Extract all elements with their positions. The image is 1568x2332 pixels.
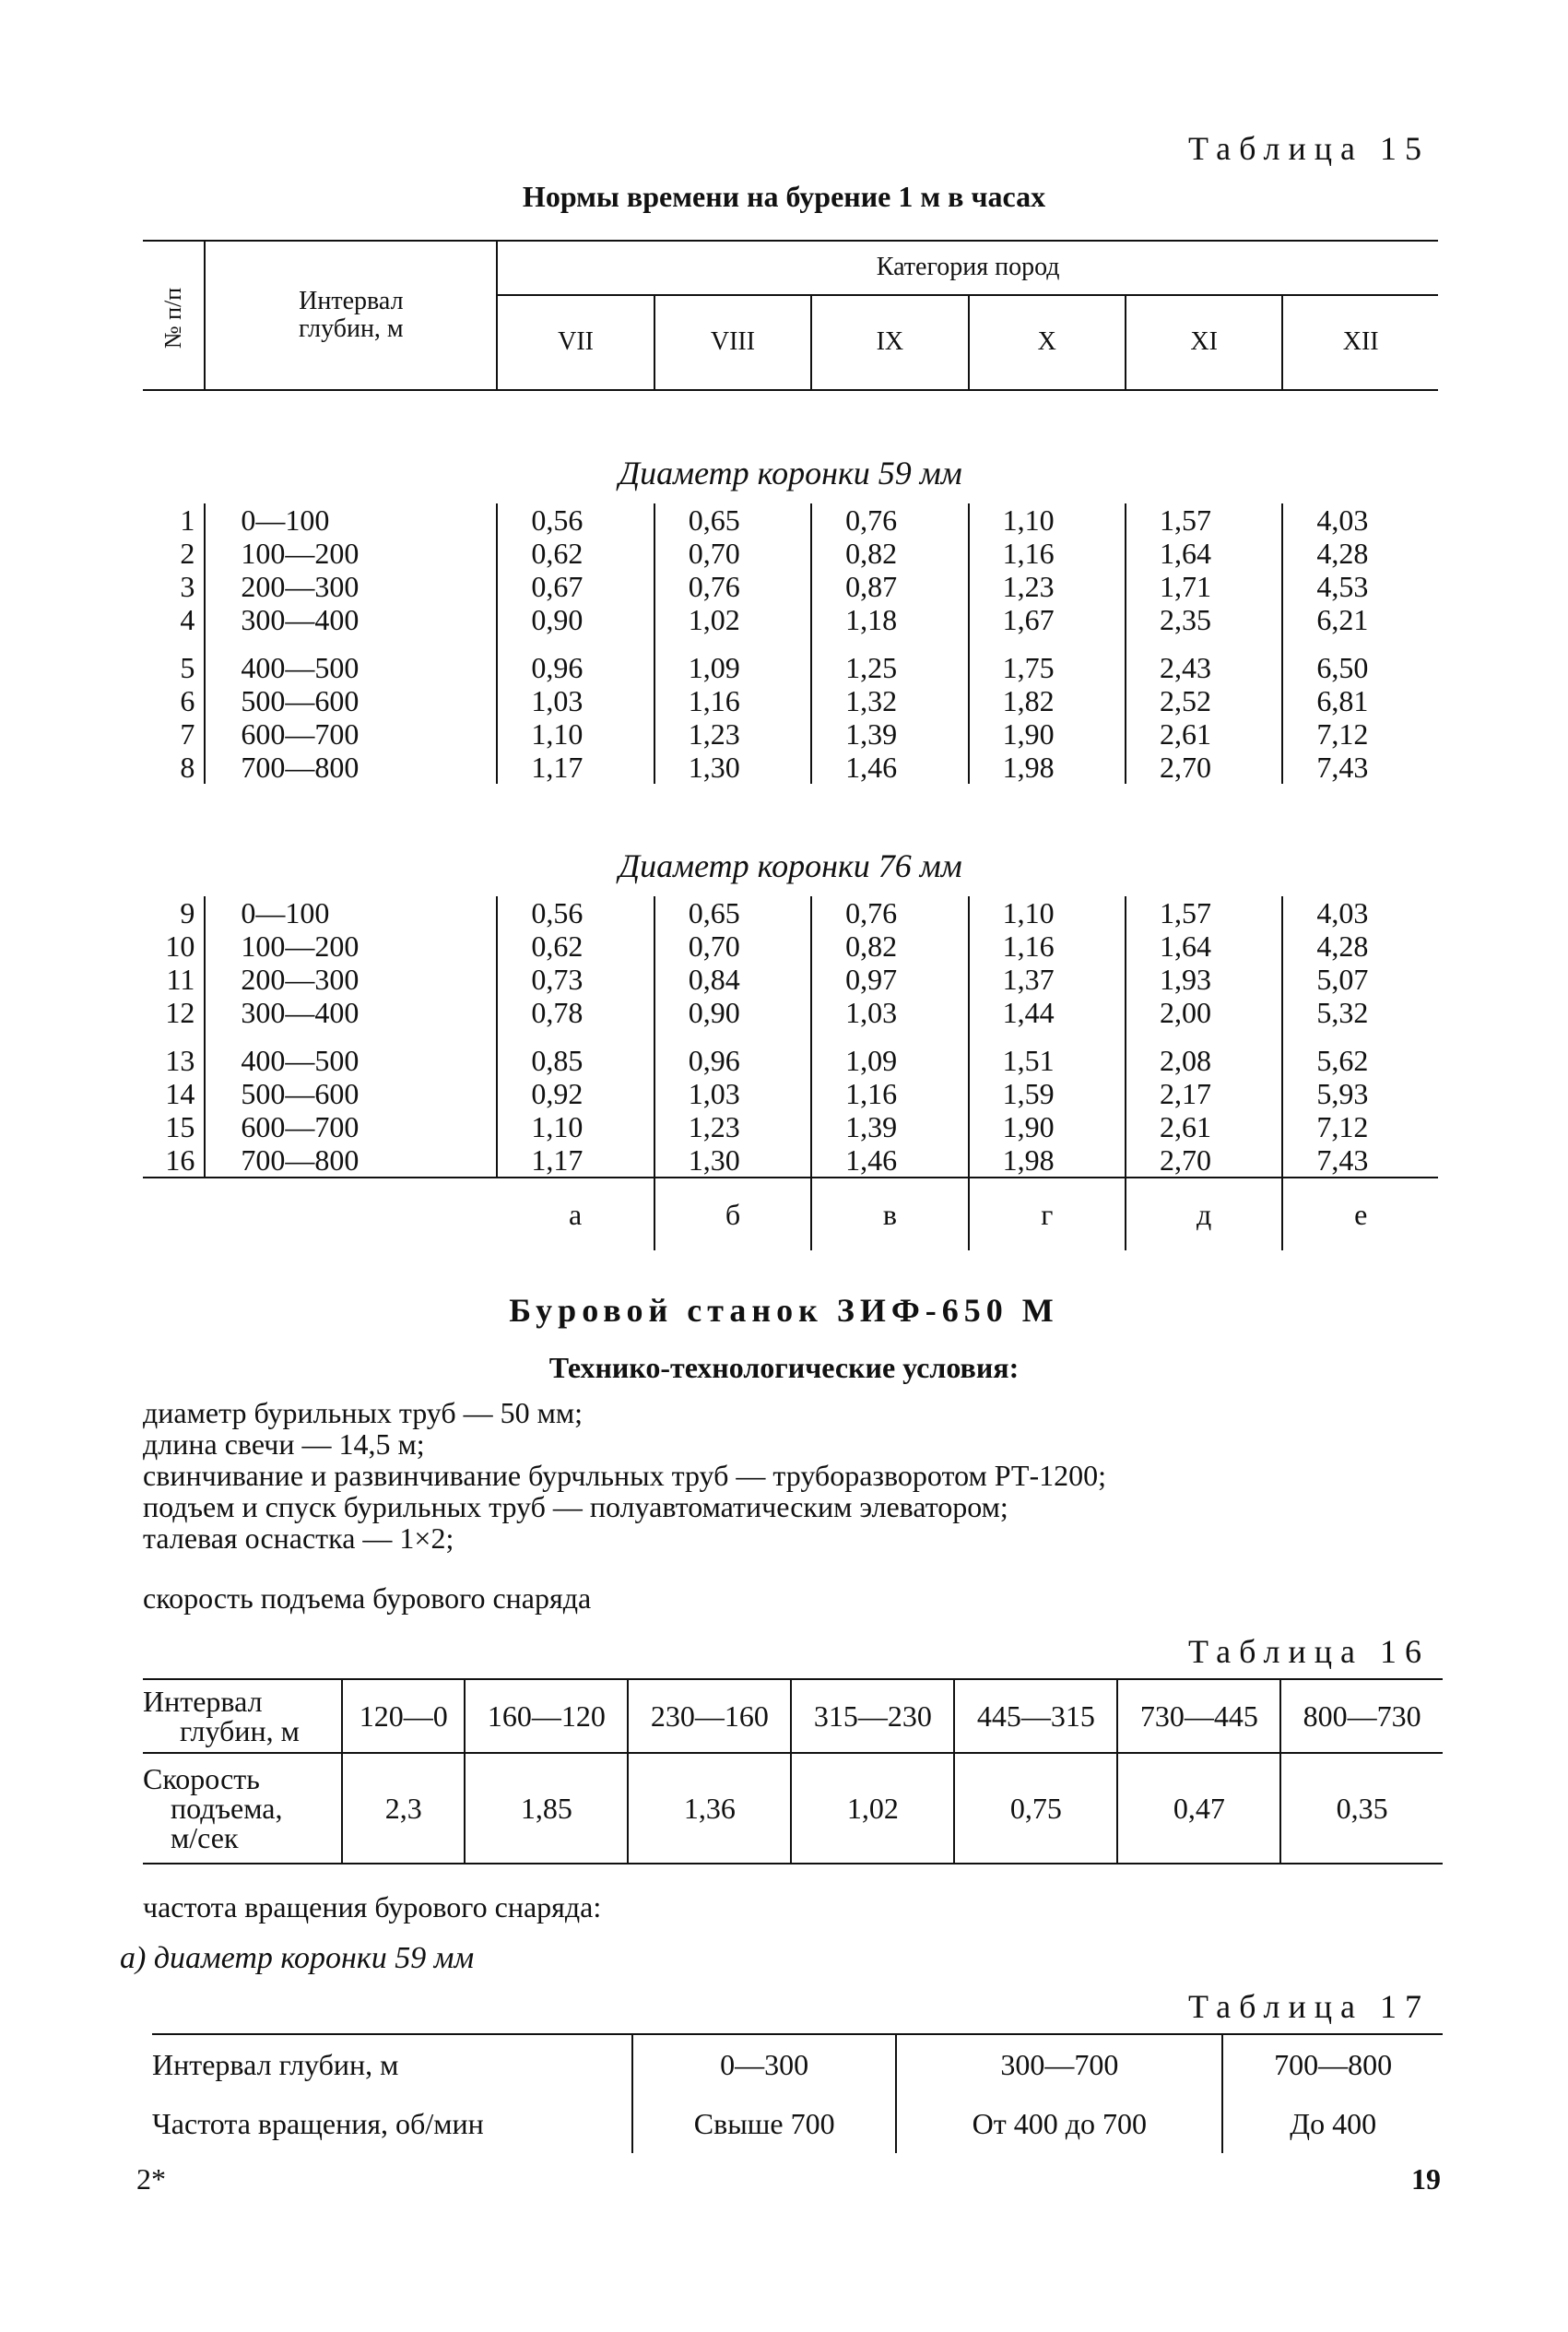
- section-caption: Диаметр коронки 59 мм: [619, 455, 962, 491]
- interval-cell: 730—445: [1117, 1679, 1280, 1753]
- table-row: [143, 1143, 1438, 1178]
- column-letter: а: [497, 1178, 654, 1250]
- time-norm-cell: 1,98: [969, 751, 1126, 784]
- interval-cell: 315—230: [791, 1679, 954, 1753]
- time-norm-cell: 1,64: [1126, 537, 1282, 570]
- table15-title: Нормы времени на бурение 1 м в часах: [522, 180, 1046, 213]
- depth-interval: 200—300: [205, 963, 497, 996]
- time-norm-cell: 4,53: [1282, 570, 1438, 603]
- row-number: 6: [143, 684, 205, 717]
- header-num: № п/п: [143, 241, 205, 390]
- row-number: 15: [143, 1110, 205, 1143]
- row-number: 12: [143, 996, 205, 1029]
- time-norm-cell: 1,17: [531, 751, 584, 784]
- header-interval: Интервал глубин, м: [205, 241, 497, 390]
- table-row: [152, 2034, 1443, 2094]
- header-category-col: XI: [1126, 295, 1282, 390]
- frequency-cell: Свыше 700: [632, 2094, 896, 2153]
- interval-cell: 0—300: [632, 2034, 896, 2094]
- time-norm-cell: 1,90: [969, 1110, 1126, 1143]
- time-norm-cell: 5,62: [1282, 1029, 1438, 1077]
- depth-interval: 600—700: [205, 1110, 497, 1143]
- table-row: [143, 570, 1438, 603]
- section-caption-row: [143, 390, 1438, 503]
- time-norm-cell: 2,70: [1126, 751, 1282, 784]
- speed-cell: 2,3: [342, 1753, 465, 1864]
- time-norm-cell: 6,50: [1282, 636, 1438, 684]
- time-norm-cell: 2,52: [1126, 684, 1282, 717]
- table-row: [143, 1029, 1438, 1077]
- header-category-col: XII: [1282, 295, 1438, 390]
- row-label: Интервал глубин, м: [152, 2034, 632, 2094]
- time-norm-cell: 1,82: [969, 684, 1126, 717]
- condition-item: диаметр бурильных труб — 50 мм;: [143, 1396, 584, 1429]
- depth-interval: 500—600: [205, 684, 497, 717]
- time-norm-cell: 0,96: [654, 1029, 811, 1077]
- depth-interval: 0—100: [205, 503, 497, 537]
- time-norm-cell: 4,03: [1282, 503, 1438, 537]
- time-norm-cell: 1,57: [1126, 503, 1282, 537]
- time-norm-cell: 1,37: [969, 963, 1126, 996]
- table-row: [143, 684, 1438, 717]
- section-caption-row: [143, 784, 1438, 896]
- time-norm-cell: 1,39: [811, 1110, 968, 1143]
- time-norm-cell: 1,03: [811, 996, 968, 1029]
- row-number: 2: [143, 537, 205, 570]
- time-norm-cell: 0,67: [531, 570, 584, 603]
- time-norm-cell: 2,00: [1126, 996, 1282, 1029]
- table16: [143, 1678, 1443, 1864]
- interval-cell: 445—315: [954, 1679, 1117, 1753]
- time-norm-cell: 1,90: [969, 717, 1126, 751]
- time-norm-cell: 0,96: [531, 651, 584, 684]
- time-norm-cell: 1,59: [969, 1077, 1126, 1110]
- time-norm-cell: 4,03: [1282, 896, 1438, 929]
- time-norm-cell: 6,21: [1282, 603, 1438, 636]
- row-number: 9: [143, 896, 205, 929]
- row-label: Частота вращения, об/мин: [152, 2106, 484, 2140]
- depth-interval: 400—500: [205, 1029, 497, 1077]
- time-norm-cell: 7,43: [1282, 1143, 1438, 1178]
- time-norm-cell: 1,09: [811, 1029, 968, 1077]
- speed-cell: 0,47: [1117, 1753, 1280, 1864]
- time-norm-cell: 1,93: [1126, 963, 1282, 996]
- row-number: 1: [143, 503, 205, 537]
- time-norm-cell: 1,10: [531, 717, 584, 751]
- row-number: 14: [143, 1077, 205, 1110]
- row-number: 4: [143, 603, 205, 636]
- column-letter: е: [1282, 1178, 1438, 1250]
- time-norm-cell: 0,90: [531, 603, 584, 636]
- table-row: [143, 751, 1438, 784]
- time-norm-cell: 1,23: [654, 1110, 811, 1143]
- time-norm-cell: 1,10: [531, 1110, 584, 1143]
- time-norm-cell: 0,70: [654, 929, 811, 963]
- depth-interval: 700—800: [205, 1143, 497, 1178]
- time-norm-cell: 2,08: [1126, 1029, 1282, 1077]
- time-norm-cell: 0,85: [531, 1044, 584, 1077]
- time-norm-cell: 1,46: [811, 1143, 968, 1178]
- column-letter: д: [1126, 1178, 1282, 1250]
- table-row: [143, 503, 1438, 537]
- frequency-sub: а) диаметр коронки 59 мм: [120, 1941, 475, 1975]
- table17-label: Таблица 17: [1188, 1988, 1430, 2025]
- time-norm-cell: 1,16: [811, 1077, 968, 1110]
- time-norm-cell: 1,02: [654, 603, 811, 636]
- depth-interval: 300—400: [205, 603, 497, 636]
- frequency-label: частота вращения бурового снаряда:: [143, 1890, 602, 1924]
- time-norm-cell: 1,71: [1126, 570, 1282, 603]
- time-norm-cell: 0,90: [654, 996, 811, 1029]
- time-norm-cell: 7,43: [1282, 751, 1438, 784]
- table-row: [143, 963, 1438, 996]
- column-letter: б: [654, 1178, 811, 1250]
- header-category-col: VIII: [654, 295, 811, 390]
- time-norm-cell: 1,03: [654, 1077, 811, 1110]
- row-number: 16: [143, 1143, 205, 1178]
- interval-cell: 230—160: [628, 1679, 791, 1753]
- time-norm-cell: 1,30: [654, 751, 811, 784]
- row-label: Интервал глубин, м: [143, 1679, 342, 1753]
- time-norm-cell: 0,92: [531, 1077, 584, 1110]
- time-norm-cell: 1,64: [1126, 929, 1282, 963]
- time-norm-cell: 7,12: [1282, 1110, 1438, 1143]
- time-norm-cell: 0,70: [654, 537, 811, 570]
- section-title: Буровой станок ЗИФ-650 М: [509, 1292, 1059, 1329]
- time-norm-cell: 1,03: [531, 684, 584, 717]
- time-norm-cell: 2,43: [1126, 636, 1282, 684]
- header-category: Категория пород: [497, 241, 1438, 295]
- time-norm-cell: 1,25: [811, 636, 968, 684]
- time-norm-cell: 1,17: [531, 1143, 584, 1177]
- table-row: [143, 929, 1438, 963]
- time-norm-cell: 1,32: [811, 684, 968, 717]
- speed-label: скорость подъема бурового снаряда: [143, 1581, 592, 1615]
- time-norm-cell: 5,93: [1282, 1077, 1438, 1110]
- conditions-title: Технико-технологические условия:: [548, 1351, 1020, 1384]
- time-norm-cell: 0,65: [654, 896, 811, 929]
- time-norm-cell: 0,56: [531, 503, 584, 537]
- condition-item: свинчивание и развинчивание бурчльных труб — труборазворотом РТ-1200;: [143, 1459, 1106, 1492]
- time-norm-cell: 1,16: [969, 929, 1126, 963]
- speed-cell: 1,36: [628, 1753, 791, 1864]
- time-norm-cell: 5,32: [1282, 996, 1438, 1029]
- time-norm-cell: 0,97: [811, 963, 968, 996]
- time-norm-cell: 0,84: [654, 963, 811, 996]
- time-norm-cell: 0,76: [811, 896, 968, 929]
- table-row: [143, 717, 1438, 751]
- column-letter: в: [811, 1178, 968, 1250]
- depth-interval: 0—100: [205, 896, 497, 929]
- time-norm-cell: 0,76: [811, 503, 968, 537]
- row-number: 5: [143, 636, 205, 684]
- depth-interval: 400—500: [205, 636, 497, 684]
- header-category-col: X: [969, 295, 1126, 390]
- time-norm-cell: 1,51: [969, 1029, 1126, 1077]
- row-number: 10: [143, 929, 205, 963]
- time-norm-cell: 4,28: [1282, 537, 1438, 570]
- time-norm-cell: 6,81: [1282, 684, 1438, 717]
- column-letter: г: [969, 1178, 1126, 1250]
- condition-item: талевая оснастка — 1×2;: [143, 1521, 454, 1555]
- depth-interval: 200—300: [205, 570, 497, 603]
- table16-label: Таблица 16: [1188, 1633, 1430, 1670]
- time-norm-cell: 5,07: [1282, 963, 1438, 996]
- frequency-cell: От 400 до 700: [896, 2094, 1222, 2153]
- time-norm-cell: 1,16: [969, 537, 1126, 570]
- time-norm-cell: 4,28: [1282, 929, 1438, 963]
- time-norm-cell: 1,23: [654, 717, 811, 751]
- time-norm-cell: 1,98: [969, 1143, 1126, 1178]
- time-norm-cell: 1,09: [654, 636, 811, 684]
- time-norm-cell: 2,70: [1126, 1143, 1282, 1178]
- time-norm-cell: 1,46: [811, 751, 968, 784]
- time-norm-cell: 0,62: [531, 929, 584, 963]
- table-row: [143, 636, 1438, 684]
- signature-mark: 2*: [136, 2162, 166, 2196]
- time-norm-cell: 0,76: [654, 570, 811, 603]
- row-number: 8: [143, 751, 205, 784]
- header-category-col: VII: [497, 295, 654, 390]
- time-norm-cell: 2,17: [1126, 1077, 1282, 1110]
- depth-interval: 300—400: [205, 996, 497, 1029]
- interval-cell: 300—700: [896, 2034, 1222, 2094]
- time-norm-cell: 0,56: [531, 896, 584, 929]
- time-norm-cell: 0,78: [531, 996, 584, 1029]
- time-norm-cell: 2,61: [1126, 1110, 1282, 1143]
- interval-cell: 160—120: [465, 1679, 628, 1753]
- time-norm-cell: 2,35: [1126, 603, 1282, 636]
- speed-cell: 0,35: [1280, 1753, 1443, 1864]
- interval-cell: 700—800: [1222, 2034, 1443, 2094]
- time-norm-cell: 1,44: [969, 996, 1126, 1029]
- time-norm-cell: 7,12: [1282, 717, 1438, 751]
- table-row: [143, 537, 1438, 570]
- interval-cell: 120—0: [342, 1679, 465, 1753]
- time-norm-cell: 1,75: [969, 636, 1126, 684]
- table15-label: Таблица 15: [1188, 130, 1430, 167]
- table-row: [143, 1110, 1438, 1143]
- condition-item: подъем и спуск бурильных труб — полуавтоматическим элеватором;: [143, 1490, 1008, 1523]
- page-number: 19: [1411, 2162, 1441, 2196]
- time-norm-cell: 0,87: [811, 570, 968, 603]
- conditions-list: [143, 1397, 1452, 1554]
- speed-cell: 0,75: [954, 1753, 1117, 1864]
- table-row: [143, 896, 1438, 929]
- time-norm-cell: 1,57: [1126, 896, 1282, 929]
- speed-cell: 1,02: [791, 1753, 954, 1864]
- time-norm-cell: 1,16: [654, 684, 811, 717]
- row-number: 3: [143, 570, 205, 603]
- time-norm-cell: 0,82: [811, 537, 968, 570]
- depth-interval: 700—800: [205, 751, 497, 784]
- table-row: [152, 2094, 1443, 2153]
- row-number: 11: [143, 963, 205, 996]
- row-label: Скорость подъема, м/сек: [143, 1753, 342, 1864]
- condition-item: длина свечи — 14,5 м;: [143, 1427, 425, 1461]
- time-norm-cell: 0,65: [654, 503, 811, 537]
- table-row: [143, 1753, 1443, 1864]
- time-norm-cell: 1,67: [969, 603, 1126, 636]
- interval-cell: 800—730: [1280, 1679, 1443, 1753]
- header-category-col: IX: [811, 295, 968, 390]
- table-row: [143, 1679, 1443, 1753]
- time-norm-cell: 0,73: [531, 963, 584, 996]
- table15: [143, 240, 1438, 1250]
- depth-interval: 600—700: [205, 717, 497, 751]
- row-number: 13: [143, 1029, 205, 1077]
- time-norm-cell: 0,82: [811, 929, 968, 963]
- row-number: 7: [143, 717, 205, 751]
- time-norm-cell: 1,18: [811, 603, 968, 636]
- depth-interval: 500—600: [205, 1077, 497, 1110]
- table-row: [143, 603, 1438, 636]
- depth-interval: 100—200: [205, 929, 497, 963]
- table17: [152, 2033, 1443, 2153]
- time-norm-cell: 0,62: [531, 537, 584, 570]
- time-norm-cell: 1,30: [654, 1143, 811, 1178]
- depth-interval: 100—200: [205, 537, 497, 570]
- table-row: [143, 996, 1438, 1029]
- time-norm-cell: 1,39: [811, 717, 968, 751]
- time-norm-cell: 1,10: [969, 896, 1126, 929]
- time-norm-cell: 1,10: [969, 503, 1126, 537]
- speed-cell: 1,85: [465, 1753, 628, 1864]
- time-norm-cell: 2,61: [1126, 717, 1282, 751]
- table-row: [143, 1077, 1438, 1110]
- frequency-cell: До 400: [1222, 2094, 1443, 2153]
- section-caption: Диаметр коронки 76 мм: [619, 847, 962, 884]
- time-norm-cell: 1,23: [969, 570, 1126, 603]
